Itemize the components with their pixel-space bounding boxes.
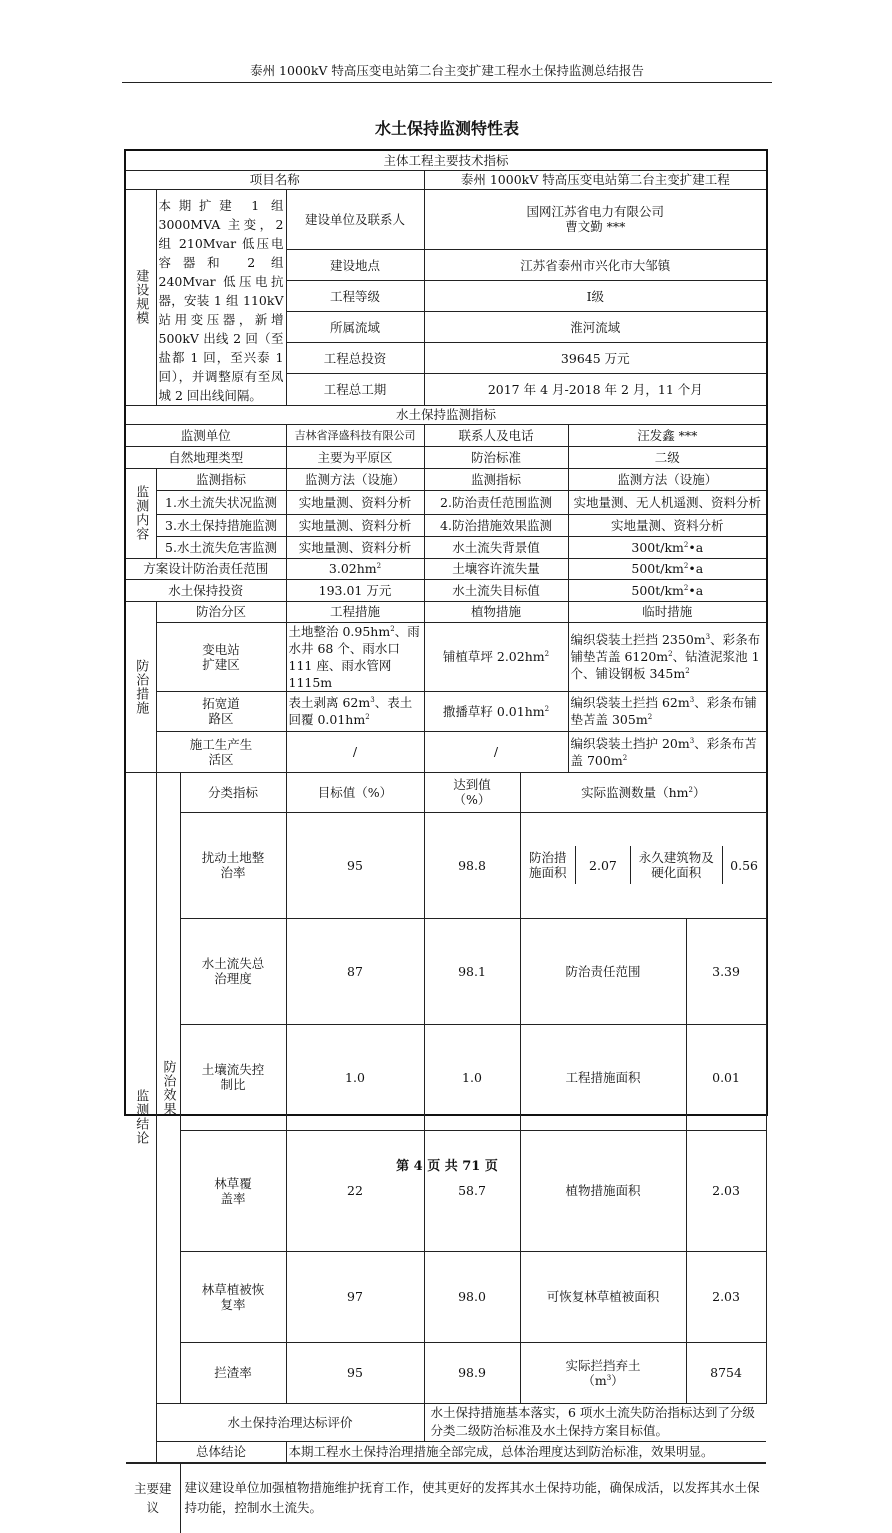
actual-key: 可恢复林草植被面积 (520, 1251, 686, 1342)
grade-value: Ⅰ级 (424, 281, 766, 312)
construction-scale-description: 本期扩建 1 组 3000MVA 主变，2 组 210Mvar 低压电容器和 2 组 240Mvar 低压电抗器，安装 1 组 110kV 站用变压器，新增 500kV 出线 2 回（至盐都 1 回，至兴泰 1 回），并调整原有至凤城 2 回出线间隔。 (156, 189, 286, 405)
document-title: 水土保持监测特性表 (374, 119, 519, 138)
soil-allow-value: $500t/km^2•a$ (568, 558, 766, 579)
location-value: 江苏省泰州市兴化市大邹镇 (424, 250, 766, 281)
page-number: 第 4 页 共 71 页 (396, 1159, 498, 1174)
actual-subtable (521, 846, 766, 884)
table-row (126, 691, 766, 731)
reached-value: 98.0 (424, 1251, 520, 1342)
header-monitor-method: 监测方法（设施） (286, 468, 424, 490)
side-label-monitoring-content: 监测内容 (126, 468, 156, 558)
actual-key: 防治责任范围 (520, 918, 686, 1024)
reached-value: 58.7 (424, 1130, 520, 1251)
content-method: 实地量测、资料分析 (286, 490, 424, 514)
table-row (126, 918, 766, 1024)
basin-label: 所属流域 (286, 312, 424, 343)
target-label: 水土流失目标值 (424, 579, 568, 601)
content-index: 5.水土流失危害监测 (156, 536, 286, 558)
side-label-prevention-effect: 防治效果 (156, 772, 180, 1403)
zone-name: 变电站扩建区 (156, 622, 286, 691)
content-index: 3.水土保持措施监测 (156, 514, 286, 536)
suggestion-label: 主要建议 (126, 1464, 180, 1533)
grade-label: 工程等级 (286, 281, 424, 312)
content-method: 实地量测、无人机遥测、资料分析 (568, 490, 766, 514)
target-value: 97 (286, 1251, 424, 1342)
section-title-row (126, 405, 766, 424)
temporary-measure: 编织袋装土拦挡 $2350m^3$、彩条布铺垫苫盖 $6120m^2$、钻渣泥浆池 1 个、铺设钢板 $345m^2$ (568, 622, 766, 691)
table-row (126, 1130, 766, 1251)
actual-key: 防治措施面积 (521, 846, 576, 884)
zone-name: 施工生产生活区 (156, 731, 286, 772)
build-unit-label: 建设单位及联系人 (286, 189, 424, 250)
design-scope-label: 方案设计防治责任范围 (126, 558, 286, 579)
header-plant: 植物措施 (424, 601, 568, 622)
table-row (126, 558, 766, 579)
side-label-prevention-measures: 防治措施 (126, 601, 156, 772)
side-label-monitoring-conclusion: 监测结论 (126, 772, 156, 1463)
temporary-measure: 编织袋装土拦挡 $62m^3$、彩条布铺垫苫盖 $305m^2$ (568, 691, 766, 731)
table-row (126, 1024, 766, 1130)
actual-value: 2.03 (686, 1130, 766, 1251)
category-name: 水土流失总治理度 (180, 918, 286, 1024)
table-row (126, 1342, 766, 1403)
reached-value: 98.9 (424, 1342, 520, 1403)
category-name: 土壤流失控制比 (180, 1024, 286, 1130)
table-row (126, 579, 766, 601)
table-row (126, 446, 766, 468)
target-value: 87 (286, 918, 424, 1024)
table-row (126, 514, 766, 536)
table-row (126, 536, 766, 558)
header-target: 目标值（%） (286, 772, 424, 812)
actual-value: 2.03 (686, 1251, 766, 1342)
location-label: 建设地点 (286, 250, 424, 281)
plant-measure: 铺植草坪 $2.02hm^2$ (424, 622, 568, 691)
target-value: 95 (286, 812, 424, 918)
content-index: 4.防治措施效果监测 (424, 514, 568, 536)
header-monitor-index-2: 监测指标 (424, 468, 568, 490)
side-label-construction-scale: 建设规模 (126, 189, 156, 405)
engineering-measure: 土地整治 $0.95hm^2$、雨水井 68 个、雨水口 111 座、雨水管网 1115m (286, 622, 424, 691)
content-index: 1.水土流失状况监测 (156, 490, 286, 514)
actual-value: 2.07 (575, 846, 630, 884)
category-name: 林草植被恢复率 (180, 1251, 286, 1342)
header-reached: 达到值（%） (424, 772, 520, 812)
actual-value: 0.01 (686, 1024, 766, 1130)
table-row (126, 1464, 766, 1533)
table-row (126, 812, 766, 918)
actual-key: 工程措施面积 (520, 1024, 686, 1130)
temporary-measure: 编织袋装土挡护 $20m^3$、彩条布苫盖 $700m^2$ (568, 731, 766, 772)
engineering-measure: / (286, 731, 424, 772)
zone-name: 拓宽道路区 (156, 691, 286, 731)
reached-value: 98.8 (424, 812, 520, 918)
conclusion-value: 本期工程水土保持治理措施全部完成，总体治理度达到防治标准，效果明显。 (286, 1441, 766, 1462)
header-rule (122, 82, 772, 83)
header-engineering: 工程措施 (286, 601, 424, 622)
header-zone: 防治分区 (156, 601, 286, 622)
actual-key: 永久建筑物及硬化面积 (630, 846, 722, 884)
section-title-monitoring-indicators: 水土保持监测指标 (126, 405, 766, 424)
project-name-label: 项目名称 (126, 170, 424, 189)
header-monitor-method-2: 监测方法（设施） (568, 468, 766, 490)
target-value: 22 (286, 1130, 424, 1251)
table-row (126, 189, 766, 250)
table-row (126, 731, 766, 772)
build-unit-value (424, 189, 766, 250)
basin-value: 淮河流域 (424, 312, 766, 343)
investment-label: 工程总投资 (286, 343, 424, 374)
table-row (126, 468, 766, 490)
table-row (126, 490, 766, 514)
invest-value: 193.01 万元 (286, 579, 424, 601)
design-scope-value: $3.02hm^2$ (286, 558, 424, 579)
contact-value: 汪发鑫 *** (568, 424, 766, 446)
background-label: 水土流失背景值 (424, 536, 568, 558)
period-value: 2017 年 4 月-2018 年 2 月，11 个月 (424, 374, 766, 405)
geo-type-label: 自然地理类型 (126, 446, 286, 468)
table-row (126, 1251, 766, 1342)
content-method: 实地量测、资料分析 (286, 536, 424, 558)
target-value: 95 (286, 1342, 424, 1403)
table-row (126, 424, 766, 446)
plant-measure: 撒播草籽 $0.01hm^2$ (424, 691, 568, 731)
actual-key: 植物措施面积 (520, 1130, 686, 1251)
actual-value: 0.56 (730, 857, 758, 873)
category-name: 拦渣率 (180, 1342, 286, 1403)
build-unit-contact: 曹文勤 *** (565, 219, 626, 235)
table-row (126, 601, 766, 622)
standard-label: 防治标准 (424, 446, 568, 468)
table-row (126, 1403, 766, 1441)
actual-value: 3.39 (686, 918, 766, 1024)
section-title-main-indicators: 主体工程主要技术指标 (126, 151, 766, 170)
content-method: 实地量测、资料分析 (286, 514, 424, 536)
actual-value: 8754 (686, 1342, 766, 1403)
table-row (126, 622, 766, 691)
header-actual: 实际监测数量$(hm^2)$ (520, 772, 766, 812)
target-value: $500t/km^2•a$ (568, 579, 766, 601)
header-monitor-index: 监测指标 (156, 468, 286, 490)
actual-cell (520, 812, 766, 918)
header-temporary: 临时措施 (568, 601, 766, 622)
characteristics-table (126, 151, 766, 1533)
monitor-unit-value: 吉林省泽盛科技有限公司 (286, 424, 424, 446)
investment-value: 39645 万元 (424, 343, 766, 374)
table-row (126, 1441, 766, 1462)
build-unit-company: 国网江苏省电力有限公司 (526, 204, 665, 220)
conclusion-label: 总体结论 (156, 1441, 286, 1462)
category-name: 扰动土地整治率 (180, 812, 286, 918)
actual-key: 实际拦挡弃土$(m^3)$ (520, 1342, 686, 1403)
evaluation-value: 水土保持措施基本落实，6 项水土流失防治指标达到了分级分类二级防治标准及水土保持方案目标值。 (424, 1403, 766, 1441)
category-name: 林草覆盖率 (180, 1130, 286, 1251)
table-row (126, 772, 766, 812)
project-name-value: 泰州 1000kV 特高压变电站第二台主变扩建工程 (424, 170, 766, 189)
geo-type-value: 主要为平原区 (286, 446, 424, 468)
running-header: 泰州 1000kV 特高压变电站第二台主变扩建工程水土保持监测总结报告 (250, 63, 644, 78)
plant-measure: / (424, 731, 568, 772)
soil-allow-label: 土壤容许流失量 (424, 558, 568, 579)
contact-label: 联系人及电话 (424, 424, 568, 446)
reached-value: 1.0 (424, 1024, 520, 1130)
evaluation-label: 水土保持治理达标评价 (156, 1403, 424, 1441)
project-name-row (126, 170, 766, 189)
background-value: $300t/km^2•a$ (568, 536, 766, 558)
header-category: 分类指标 (180, 772, 286, 812)
engineering-measure: 表土剥离 $62m^3$、表土回覆 $0.01hm^2$ (286, 691, 424, 731)
suggestion-value: 建议建设单位加强植物措施维护抚育工作，使其更好的发挥其水土保持功能，确保成活，以发挥其水土保持功能，控制水土流失。 (180, 1464, 766, 1533)
content-index: 2.防治责任范围监测 (424, 490, 568, 514)
section-title-row (126, 151, 766, 170)
period-label: 工程总工期 (286, 374, 424, 405)
monitor-unit-label: 监测单位 (126, 424, 286, 446)
standard-value: 二级 (568, 446, 766, 468)
reached-value: 98.1 (424, 918, 520, 1024)
target-value: 1.0 (286, 1024, 424, 1130)
invest-label: 水土保持投资 (126, 579, 286, 601)
content-method: 实地量测、资料分析 (568, 514, 766, 536)
